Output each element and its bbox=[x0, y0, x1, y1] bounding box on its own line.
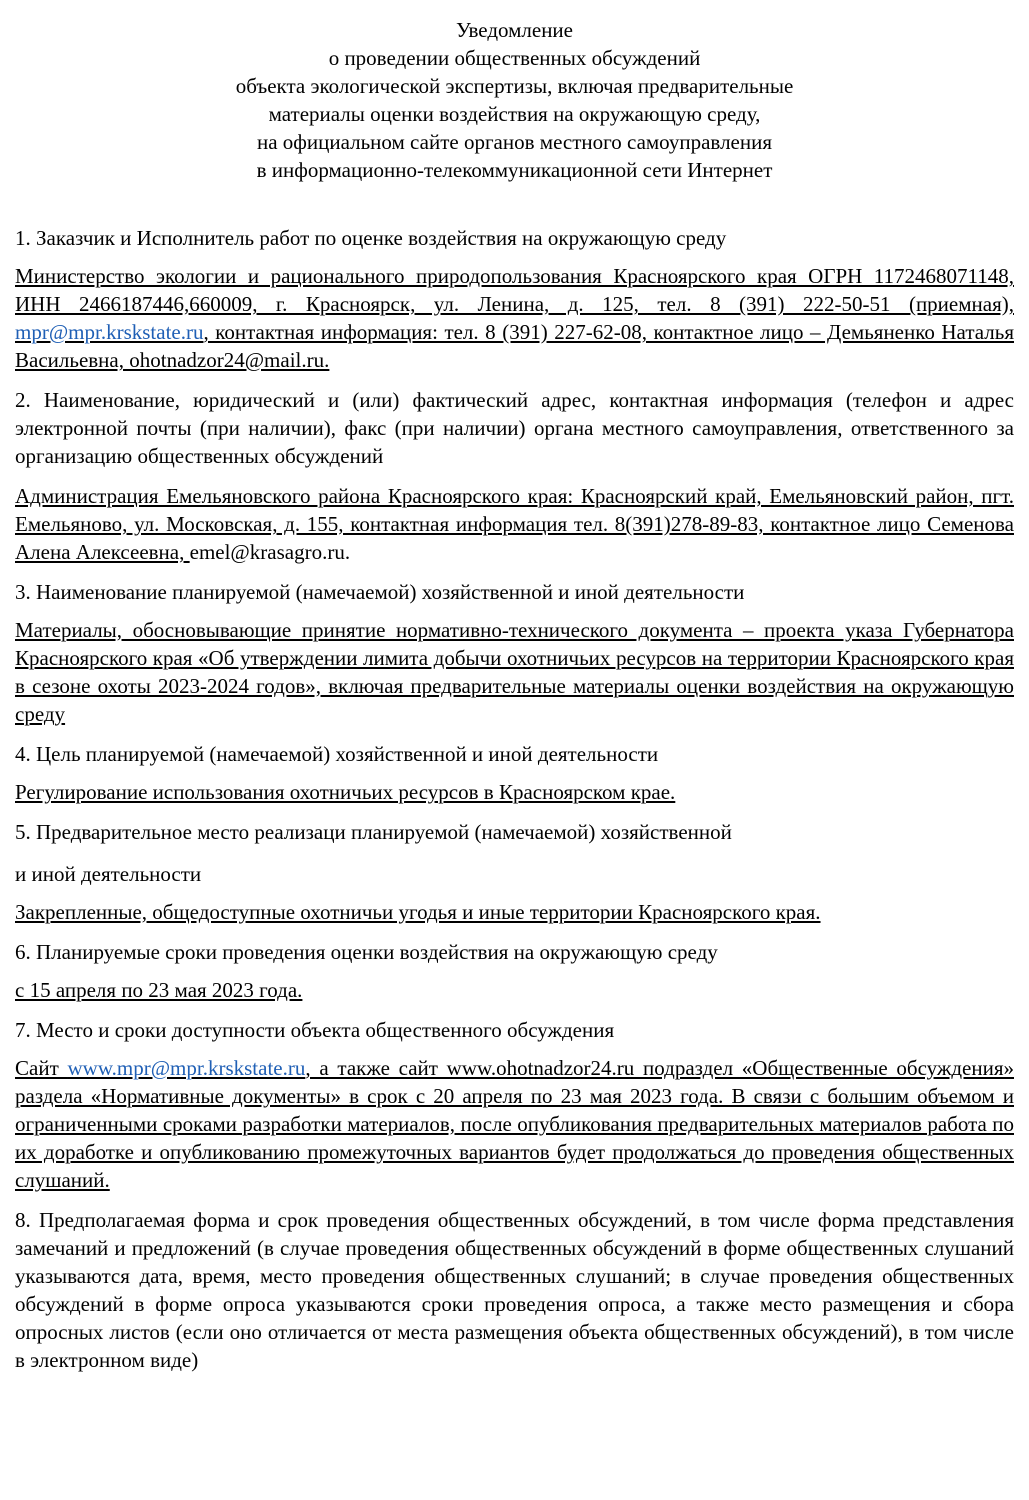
section-5-body: Закрепленные, общедоступные охотничьи угодья и иные территории Красноярского края. bbox=[15, 900, 821, 924]
header-line: в информационно-телекоммуникационной сети Интернет bbox=[256, 158, 773, 182]
section-7-text: , а также сайт www.ohotnadzor24.ru подраздел «Общественные обсуждения» раздела «Нормативные документы» в срок с 20 апреля по 23 мая 2023 года. В связи с большим объемом и ограниченными сроками разработки материалов, после опубликования предварительных материалов работа по их доработке и опубликованию промежуточных вариантов будет продолжаться до проведения общественных слушаний. bbox=[15, 1056, 1014, 1192]
section-1-body bbox=[15, 262, 1014, 374]
section-8-heading: 8. Предполагаемая форма и срок проведения общественных обсуждений, в том числе форма представления замечаний и предложений (в случае проведения общественных обсуждений в форме общественных слушаний указываются дата, время, место проведения общественных слушаний; в случае проведения общественных обсуждений в форме опроса указываются сроки проведения опроса, а также место размещения и сбора опросных листов (если оно отличается от места размещения объекта общественных обсуждений), в том числе в электронном виде) bbox=[15, 1208, 1014, 1372]
section-6-body: с 15 апреля по 23 мая 2023 года. bbox=[15, 978, 303, 1002]
section-7-heading: 7. Место и сроки доступности объекта общественного обсуждения bbox=[15, 1018, 615, 1042]
header-line: на официальном сайте органов местного самоуправления bbox=[256, 130, 773, 154]
site-link[interactable]: www.mpr@mpr.krskstate.ru bbox=[67, 1056, 306, 1080]
section-6-heading: 6. Планируемые сроки проведения оценки воздействия на окружающую среду bbox=[15, 940, 718, 964]
section-1-text-b: , контактная информация: тел. 8 (391) 227-62-08, контактное лицо – Демьяненко Наталья Васильевна, ohotnadzor24@mail.ru. bbox=[15, 320, 1014, 372]
section-3-body: Материалы, обосновывающие принятие нормативно-технического документа – проекта указа Губернатора Красноярского края «Об утверждении лимита добычи охотничьих ресурсов на территории Красноярского края в сезоне охоты 2023-2024 годов», включая предварительные материалы оценки воздействия на окружающую среду bbox=[15, 618, 1014, 726]
section-2-text: Администрация Емельяновского района Красноярского края: Красноярский край, Емельяновский район, пгт. Емельяново, ул. Московская, д. 155, контактная информация тел. 8(391)278-89-83, контактное лицо Семенова Алена Алексеевна, bbox=[15, 484, 1014, 564]
section-4-heading: 4. Цель планируемой (намечаемой) хозяйственной и иной деятельности bbox=[15, 742, 659, 766]
section-1-heading: 1. Заказчик и Исполнитель работ по оценке воздействия на окружающую среду bbox=[15, 226, 727, 250]
section-3-heading: 3. Наименование планируемой (намечаемой) хозяйственной и иной деятельности bbox=[15, 580, 745, 604]
header-line: о проведении общественных обсуждений bbox=[328, 46, 701, 70]
header-line: объекта экологической экспертизы, включая предварительные bbox=[235, 74, 794, 98]
section-2-heading: 2. Наименование, юридический и (или) фактический адрес, контактная информация (телефон и адрес электронной почты (при наличии), факс (при наличии) органа местного самоуправления, ответственного за организацию общественных обсуждений bbox=[15, 388, 1014, 468]
section-7-body bbox=[15, 1054, 1014, 1194]
header-title: Уведомление bbox=[455, 18, 573, 42]
section-2-email: emel@krasagro.ru. bbox=[189, 540, 351, 564]
section-1-text-a: Министерство экологии и рационального природопользования Красноярского края ОГРН 1172468071148, ИНН 2466187446,660009, г. Красноярск, ул. Ленина, д. 125, тел. 8 (391) 222-50-51 (приемная), bbox=[15, 264, 1014, 316]
email-link[interactable]: mpr@mpr.krskstate.ru bbox=[15, 320, 204, 344]
section-5-heading: 5. Предварительное место реализаци планируемой (намечаемой) хозяйственной bbox=[15, 820, 732, 844]
notice-header bbox=[15, 16, 1014, 184]
section-5-heading-cont: и иной деятельности bbox=[15, 862, 202, 886]
section-2-body bbox=[15, 482, 1014, 566]
header-line: материалы оценки воздействия на окружающую среду, bbox=[268, 102, 761, 126]
section-4-body: Регулирование использования охотничьих ресурсов в Красноярском крае. bbox=[15, 780, 676, 804]
section-7-prefix: Сайт bbox=[15, 1056, 68, 1080]
